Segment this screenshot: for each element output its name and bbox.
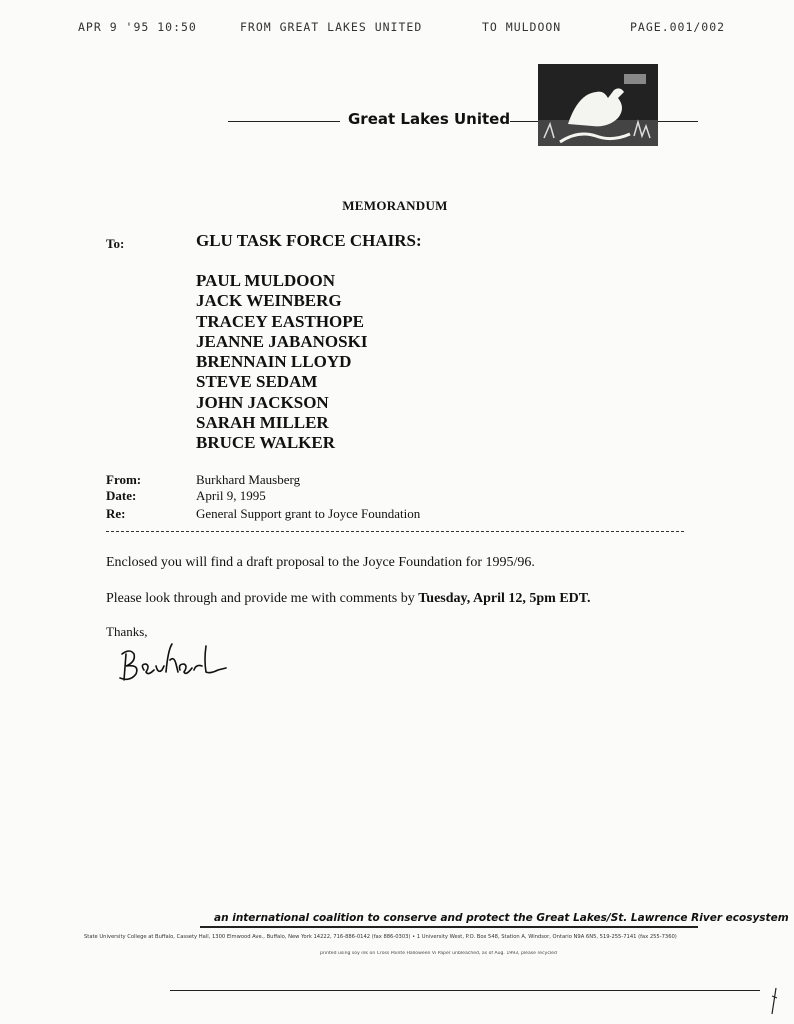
re-value: General Support grant to Joyce Foundation: [196, 506, 421, 521]
fax-to: TO MULDOON: [482, 20, 562, 34]
fax-page: PAGE.001/002: [630, 20, 726, 34]
body-paragraph-deadline: [106, 591, 591, 607]
recipient-name: JEANNE JABANOSKI: [196, 331, 368, 351]
footer-recycled-note: printed using soy ink on Cross Pointe Halloween Vi Paper unbleached, as of Aug. 1993, please recycled: [320, 951, 557, 956]
deadline-intro: Please look through and provide me with comments by: [106, 591, 419, 606]
footer-tagline: an international coalition to conserve and protect the Great Lakes/St. Lawrence River ecosystem: [214, 912, 789, 924]
date-value: April 9, 1995: [196, 488, 266, 503]
org-name: Great Lakes United: [348, 110, 511, 128]
from-value: Burkhard Mausberg: [196, 472, 301, 487]
date-label: Date:: [106, 488, 137, 503]
recipient-name: JOHN JACKSON: [196, 392, 329, 412]
to-value: GLU TASK FORCE CHAIRS:: [196, 231, 422, 250]
page-bottom-rule: [170, 990, 760, 991]
recipient-name: BRUCE WALKER: [196, 433, 336, 453]
body-paragraph: Enclosed you will find a draft proposal to the Joyce Foundation for 1995/96.: [106, 555, 535, 570]
recipient-name: PAUL MULDOON: [196, 271, 335, 290]
re-label: Re:: [106, 506, 126, 521]
recipient-name: TRACEY EASTHOPE: [196, 311, 364, 331]
heron-logo-icon: [538, 64, 658, 146]
fax-from: FROM GREAT LAKES UNITED: [240, 20, 423, 34]
to-label: To:: [106, 236, 125, 251]
recipient-name: STEVE SEDAM: [196, 372, 318, 392]
fax-date-time: APR 9 '95 10:50: [78, 20, 197, 34]
deadline-date: Tuesday, April 12, 5pm EDT.: [418, 591, 591, 606]
margin-mark: [768, 986, 780, 1016]
recipient-name: SARAH MILLER: [196, 413, 329, 433]
footer-rule-top: [200, 926, 698, 928]
footer-address: State University College at Buffalo, Cassety Hall, 1300 Elmwood Ave., Buffalo, New York 14222, 716-886-0142 (fax 886-0303) • 1 University West, P.O. Box 548, Station A, Windsor, Ontario N9A 6N5, 519-255-7141 (fax 255-7360): [84, 934, 677, 940]
signature: [114, 640, 234, 688]
letterhead-rule-left: [228, 121, 340, 122]
fax-header: [78, 20, 738, 38]
recipient-list: [196, 271, 367, 454]
recipient-name: BRENNAIN LLOYD: [196, 352, 352, 372]
recipient-name: JACK WEINBERG: [196, 291, 342, 311]
header-divider: [106, 531, 684, 532]
memo-title: MEMORANDUM: [342, 198, 448, 213]
from-label: From:: [106, 472, 142, 487]
closing: Thanks,: [106, 624, 148, 639]
